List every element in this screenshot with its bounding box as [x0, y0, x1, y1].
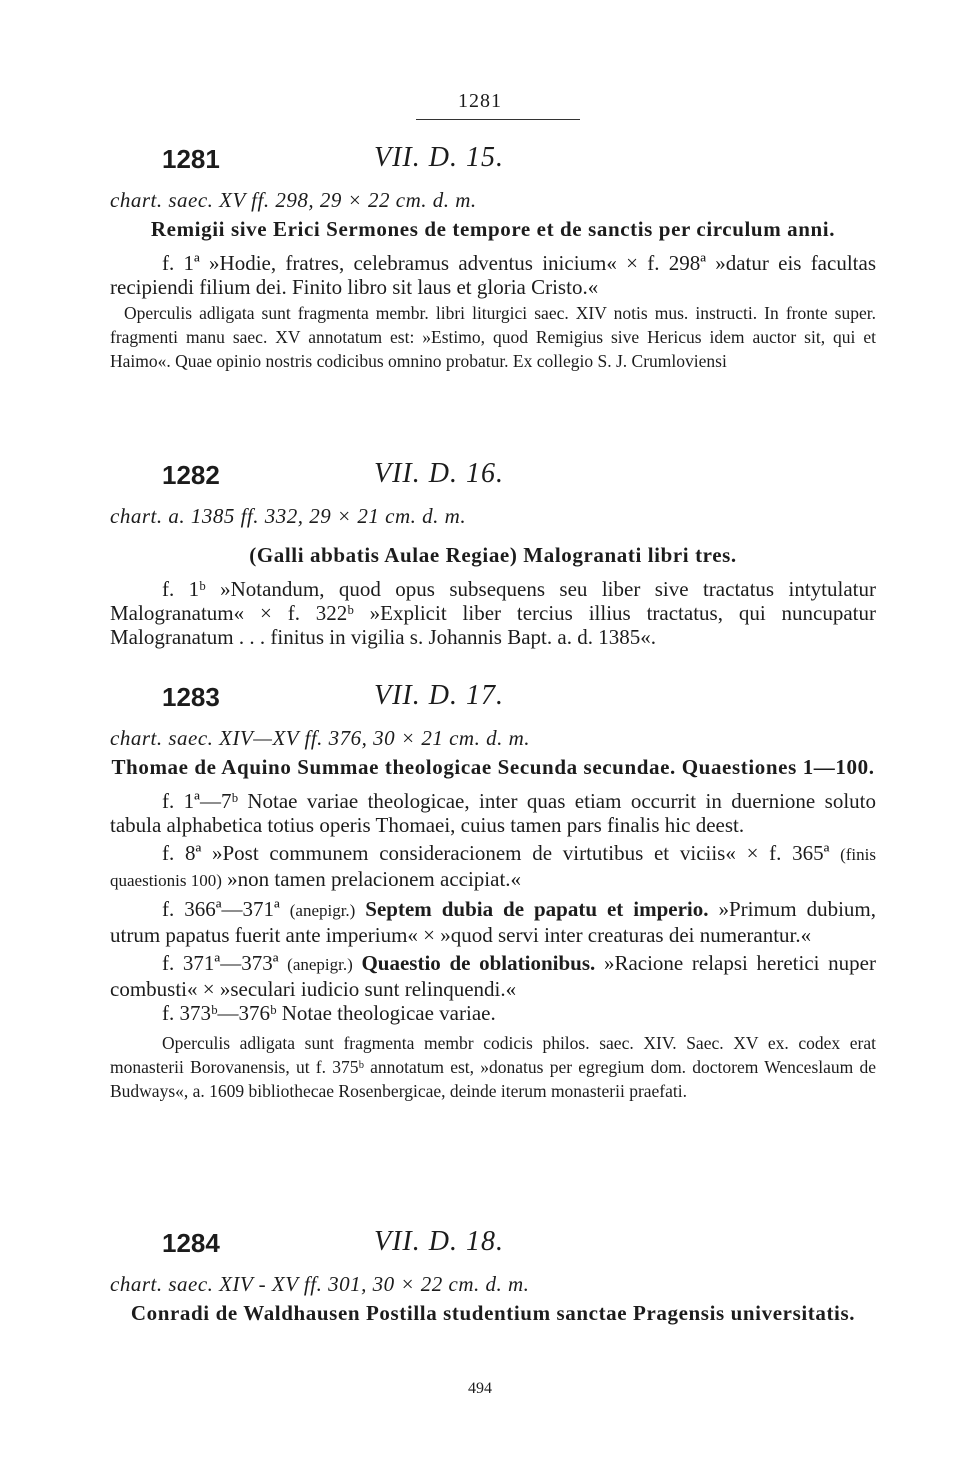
- shelf-signature: VII. D. 17.: [374, 680, 504, 711]
- entry-number: 1282: [162, 460, 220, 490]
- entry-number: 1284: [162, 1228, 220, 1258]
- entry-number: 1283: [162, 682, 220, 712]
- content-item: [110, 841, 876, 893]
- content-item: [110, 897, 876, 947]
- entry-heading: [110, 460, 876, 500]
- content-remark: (finis quaestionis 100): [110, 845, 876, 890]
- content-text: f. 8ª »Post communem consideracionem de virtutibus et viciis« × f. 365ª: [162, 841, 830, 865]
- page-number: 494: [468, 1380, 492, 1397]
- content-text: »Primum dubium, utrum papatus fuerit ante imperium« × »quod servi inter creaturas dei numerantur.«: [110, 897, 876, 947]
- content-text: »Racione relapsi heretici nuper combusti« × »seculari iudicio sunt relinquendi.«: [110, 951, 876, 1001]
- content-remark: (anepigr.): [287, 955, 353, 974]
- physical-description: chart. saec. XIV—XV ff. 376, 30 × 21 cm. d. m.: [110, 726, 530, 750]
- shelf-signature: VII. D. 18.: [374, 1226, 504, 1257]
- work-title: Quaestio de oblationibus.: [361, 951, 596, 975]
- content-text: »non tamen prelacionem accipiat.«: [227, 867, 522, 891]
- content-remark: (anepigr.): [289, 901, 356, 920]
- physical-description: chart. saec. XV ff. 298, 29 × 22 cm. d. m.: [110, 188, 477, 212]
- incipit-explicit: f. 1ª »Hodie, fratres, celebramus adventus inicium« × f. 298ª »datur eis facultas recipiendi filium dei. Finito libro sit laus et gloria Cristo.«: [110, 251, 876, 299]
- provenance-note: Operculis adligata sunt fragmenta membr. libri liturgici saec. XIV notis mus. instructi. In fronte super. fragmenti manu saec. XV annotatum est: »Estimo, quod Remigius sive Hericus idem auctor sit, qui et Haimo«. Quae opinio nostris codicibus omnino probatur. Ex collegio S. J. Crumloviensi: [110, 303, 876, 371]
- work-title: Septem dubia de papatu et imperio.: [365, 897, 709, 921]
- physical-description: chart. a. 1385 ff. 332, 29 × 21 cm. d. m.: [110, 504, 467, 528]
- entry-title: Remigii sive Erici Sermones de tempore et de sanctis per circulum anni.: [150, 217, 836, 241]
- entry-1284: [110, 1228, 876, 1335]
- content-item: [110, 951, 876, 1001]
- entry-heading: [110, 144, 876, 184]
- entry-heading: [110, 1228, 876, 1268]
- content-item: f. 373ᵇ—376ᵇ Notae theologicae variae.: [162, 1001, 496, 1025]
- provenance-note: Operculis adligata sunt fragmenta membr codicis philos. saec. XIV. Saec. XV ex. codex erat monasterii Borovanensis, ut f. 375ᵇ annotatum est, »donatus per egregium dom. doctorem Wenceslaum de Budways«, a. 1609 bibliothecae Rosenbergicae, deinde iterum monasterii praefati.: [110, 1033, 876, 1101]
- entry-title: Thomae de Aquino Summae theologicae Secunda secundae. Quaestiones 1—100.: [111, 755, 875, 779]
- entry-number: 1281: [162, 144, 220, 174]
- incipit-explicit: f. 1ᵇ »Notandum, quod opus subsequens seu liber sive tractatus intytulatur Malogranatum« × f. 322ᵇ »Explicit liber tercius illius tractatus, qui nuncupatur Malogranatum . . . finitus in vigilia s. Johannis Bapt. a. d. 1385«.: [110, 577, 876, 649]
- entry-heading: [110, 682, 876, 722]
- physical-description: chart. saec. XIV - XV ff. 301, 30 × 22 cm. d. m.: [110, 1272, 530, 1296]
- content-text: f. 371ª—373ª: [162, 951, 279, 975]
- entry-1281: [110, 144, 876, 373]
- content-text: f. 366ª—371ª: [162, 897, 280, 921]
- entry-title: Conradi de Waldhausen Postilla studentium sanctae Pragensis universitatis.: [130, 1301, 856, 1325]
- entry-title: (Galli abbatis Aulae Regiae) Malogranati libri tres.: [249, 543, 737, 567]
- content-item: f. 1ª—7ᵇ Notae variae theologicae, inter quas etiam occurrit in duernione soluto tabula alphabetica totius operis Thomaei, cuius tamen pars finalis hic deest.: [110, 789, 876, 837]
- running-head: 1281: [458, 90, 502, 112]
- shelf-signature: VII. D. 16.: [374, 458, 504, 489]
- entry-1283: [110, 682, 876, 1103]
- shelf-signature: VII. D. 15.: [374, 142, 504, 173]
- entry-1282: [110, 460, 876, 649]
- running-head-rule: [416, 119, 580, 120]
